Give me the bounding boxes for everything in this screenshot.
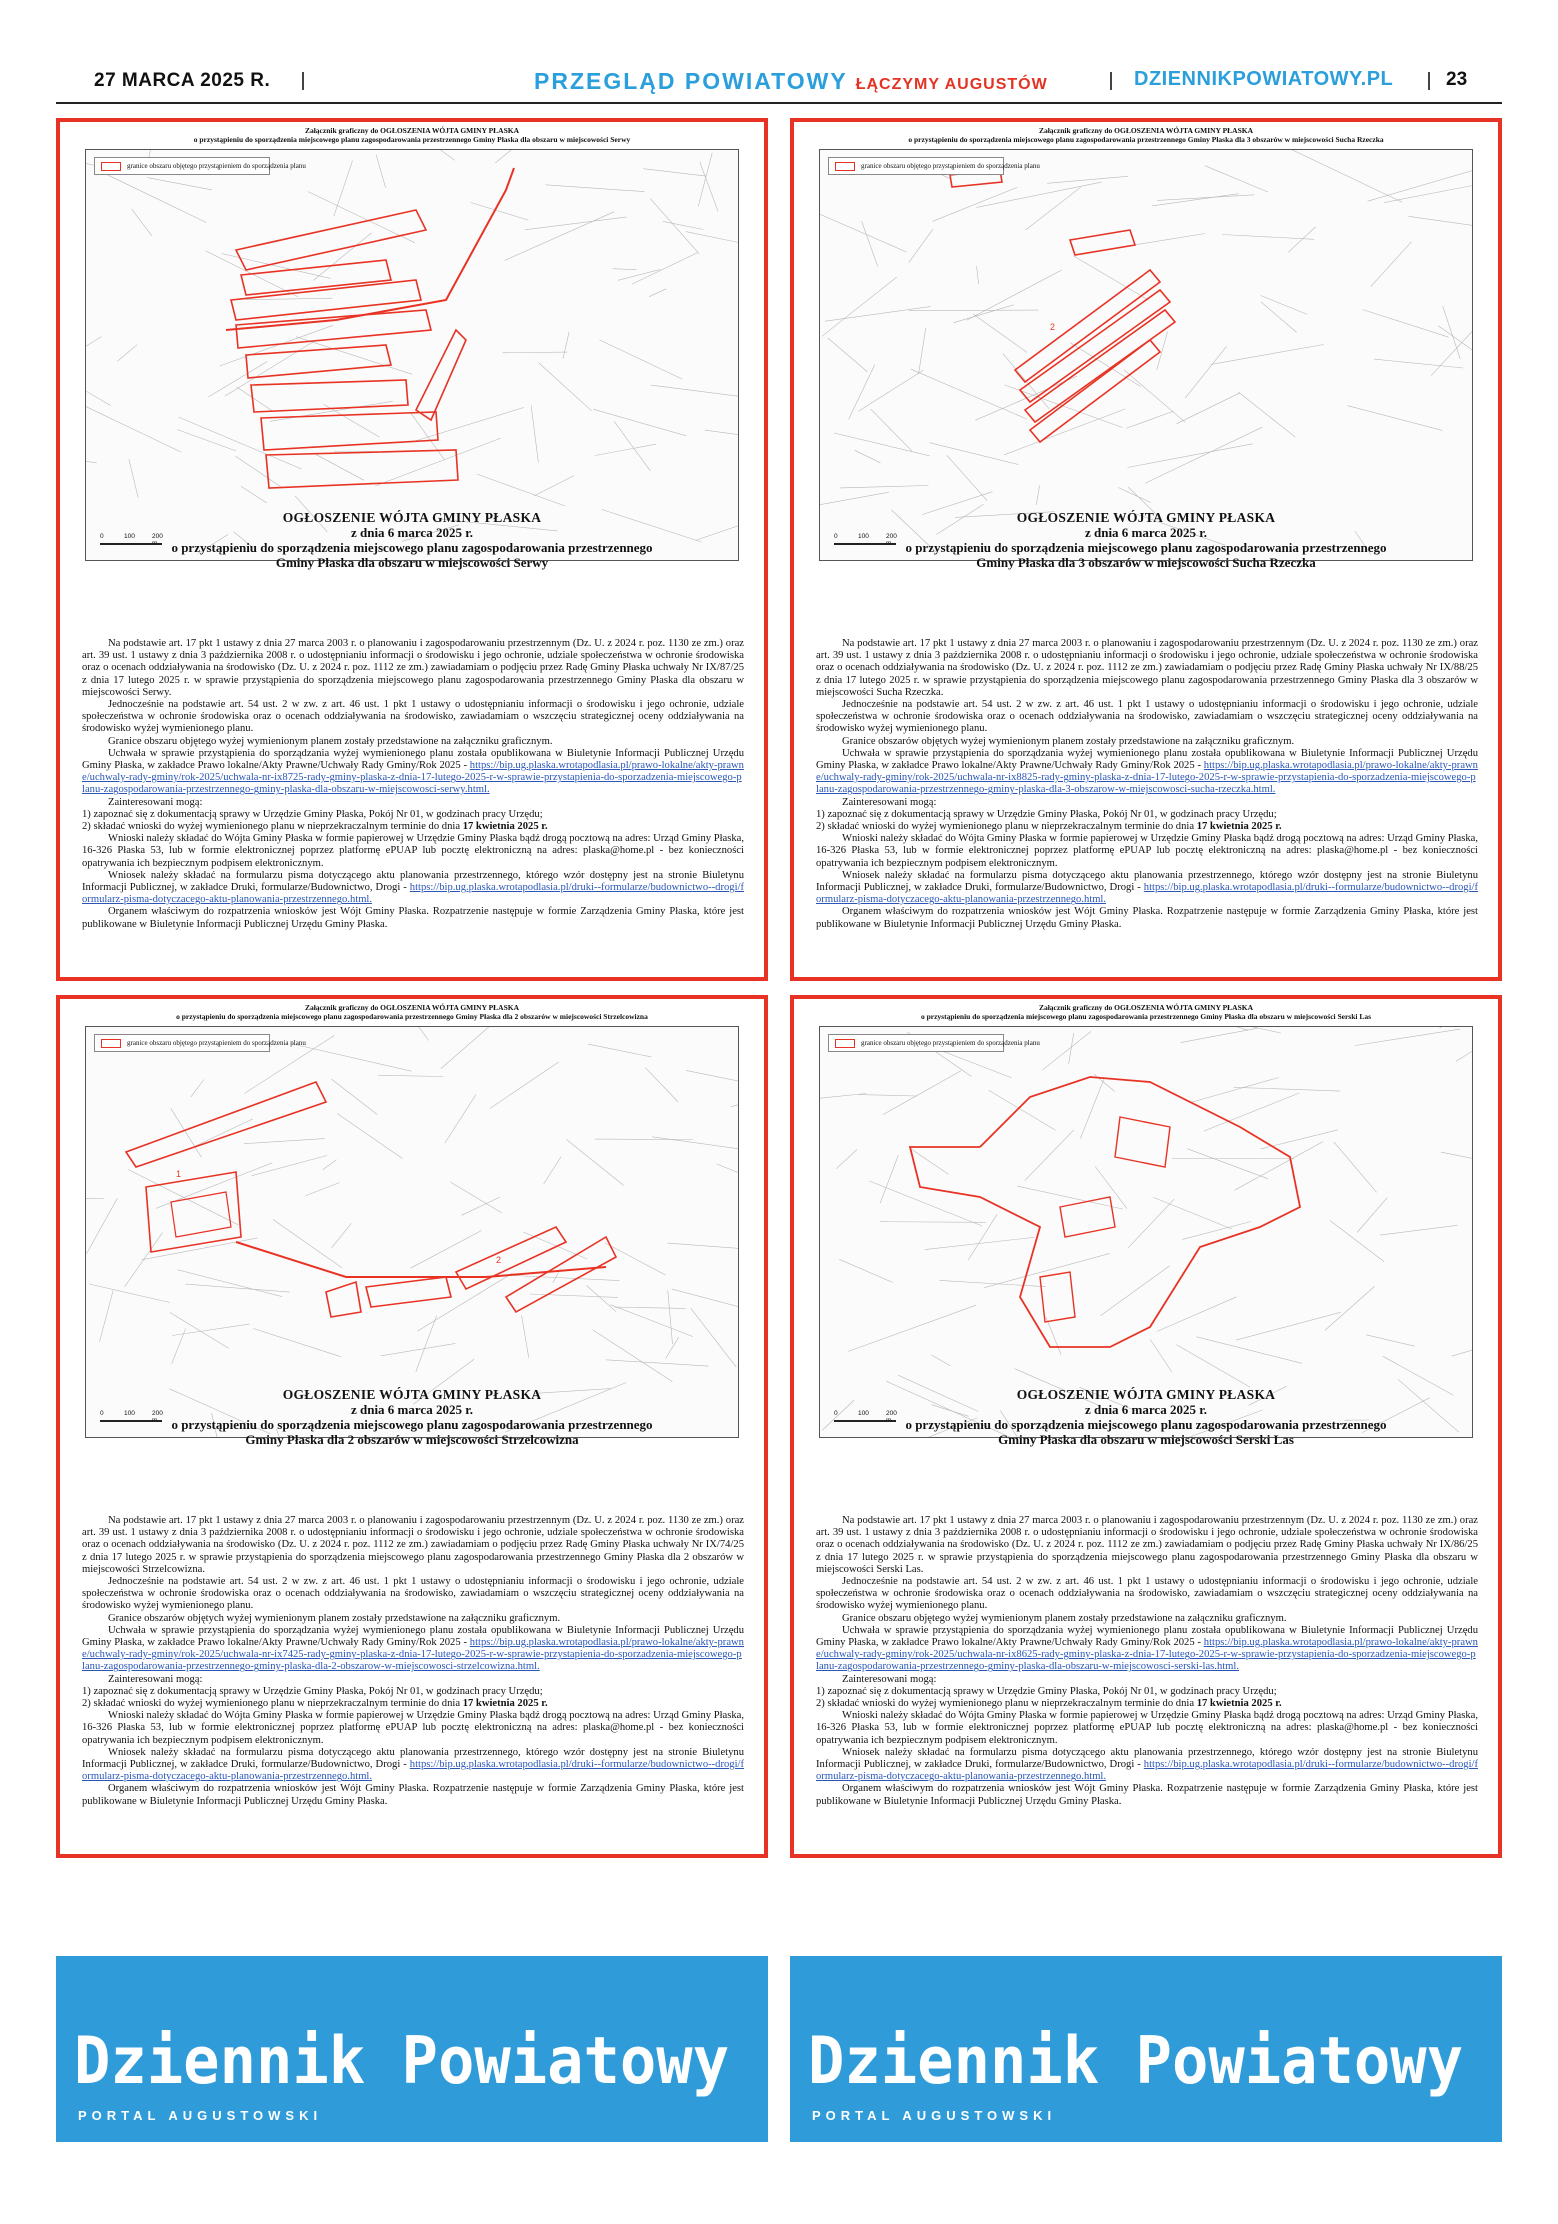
issue-date: 27 MARCA 2025 R. xyxy=(94,70,271,91)
notice-list-item: 1) zapoznać się z dokumentacją sprawy w Urzędzie Gminy Płaska, Pokój Nr 01, w godzinach pracy Urzędu; xyxy=(82,1685,543,1697)
map-caption-line: o przystąpieniu do sporządzenia miejscowego planu zagospodarowania przestrzennego Gminy Płaska dla obszaru w miejscowości Serski Las xyxy=(920,1012,1372,1021)
notice-text: Wniosek należy składać na formularzu pisma dotyczącego aktu planowania przestrzennego, którego wzór dostępny jest na stronie Biuletynu Informacji Publicznej, w zakładce Druki, formularze/Budownictwo, Drogi - xyxy=(82,1746,744,1771)
map-caption-line: Załącznik graficzny do OGŁOSZENIA WÓJTA GMINY PŁASKA xyxy=(1038,126,1254,135)
notice-title xyxy=(794,510,1498,570)
scale-label: 200 xyxy=(152,533,163,540)
notice-paragraph xyxy=(816,1625,1478,1674)
bip-resolution-link[interactable]: https://bip.ug.plaska.wrotapodlasia.pl/prawo-lokalne/akty-prawne/uchwaly-rady-gminy/rok-2025/uchwala-nr-ix8625-rady-gminy-plaska-z-dnia-17-lutego-2025-r-w-sprawie-przystapienia-do-sporzadzenia-miejscowego-planu-zagospodarowania-przestrzennego-gminy-plaska-dla-obszaru-w-miejscowosci-serski-las.html. xyxy=(816,1637,1478,1673)
bip-form-link[interactable]: https://bip.ug.plaska.wrotapodlasia.pl/druki--formularze/budownictwo--drogi/formularz-pisma-dotyczacego-aktu-planowania-przestrzennego.html. xyxy=(816,1759,1479,1783)
notice-paragraph: Na podstawie art. 17 pkt 1 ustawy z dnia 27 marca 2003 r. o planowaniu i zagospodarowaniu przestrzennym (Dz. U. z 2024 r. poz. 1130 ze zm.) oraz art. 39 ust. 1 ustawy z dnia 3 października 2008 r. o udostępnianiu informacji o środowisku i jego ochronie, udziale społeczeństwa w ochronie środowiska oraz o ocenach oddziaływania na środowisko (Dz. U. z 2024 r. poz. 1112 ze zm.) zawiadamiam o podjęciu przez Radę Gminy Płaska uchwały Nr IX/87/25 z dnia 17 lutego 2025 r. w sprawie przystąpienia do sporządzenia miejscowego planu zagospodarowania przestrzennego Gminy Płaska dla obszaru w miejscowości Serwy. xyxy=(82,638,744,698)
notice-list-item: 1) zapoznać się z dokumentacją sprawy w Urzędzie Gminy Płaska, Pokój Nr 01, w godzinach pracy Urzędu; xyxy=(816,808,1277,820)
map-area-label: 2 xyxy=(496,1255,502,1265)
ad-banner-left[interactable] xyxy=(56,1956,768,2142)
map-caption xyxy=(819,1003,1473,1021)
notice-title xyxy=(60,1387,764,1447)
legend-text: granice obszaru objętego przystąpieniem do sporządzenia planu xyxy=(861,162,1040,170)
map-area-label: 1 xyxy=(176,1169,182,1179)
scale-label: 100 xyxy=(858,1410,869,1417)
notice-paragraph: Wnioski należy składać do Wójta Gminy Płaska w formie papierowej w Urzędzie Gminy Płaska bądź drogą pocztową na adres: Urząd Gminy Płaska, 16-326 Płaska 53, lub w formie elektronicznej poprzez platformę ePUAP lub pocztę elektroniczną na adres: plaska@home.pl - bez konieczności opatrywania ich bezpiecznym podpisem elektronicznym. xyxy=(816,833,1478,869)
notice-body xyxy=(816,1515,1478,1808)
notice-panel xyxy=(56,995,768,1858)
header-divider xyxy=(1110,72,1112,90)
map-drawing xyxy=(820,150,1473,561)
notice-paragraph: Zainteresowani mogą: xyxy=(108,796,203,808)
notice-paragraph: Zainteresowani mogą: xyxy=(842,1673,937,1685)
notice-text: Wniosek należy składać na formularzu pisma dotyczącego aktu planowania przestrzennego, którego wzór dostępny jest na stronie Biuletynu Informacji Publicznej, w zakładce Druki, formularze/Budownictwo, Drogi - xyxy=(82,869,744,894)
notice-paragraph: Organem właściwym do rozpatrzenia wniosków jest Wójt Gminy Płaska. Rozpatrzenie następuje w formie Zarządzenia Gminy Płaska, które jest publikowane w Biuletynie Informacji Publicznej Urzędu Gminy Płaska. xyxy=(816,906,1478,930)
scale-label: 100 xyxy=(124,1410,135,1417)
notice-subject: o przystąpieniu do sporządzenia miejscowego planu zagospodarowania przestrzennego xyxy=(905,540,1387,555)
header-divider xyxy=(302,72,304,90)
site-link[interactable]: DZIENNIKPOWIATOWY.PL xyxy=(1134,68,1394,90)
notice-paragraph: Jednocześnie na podstawie art. 54 ust. 2 w zw. z art. 46 ust. 1 pkt 1 ustawy o udostępnianiu informacji o środowisku i jego ochronie, udziale społeczeństwa w ochronie środowiska oraz o ocenach oddziaływania na środowisko, zawiadamiam o wszczęciu strategicznej oceny oddziaływania na środowisko wyżej wymienionego planu. xyxy=(82,699,744,735)
scale-label: 0 xyxy=(100,1410,104,1417)
notice-heading: OGŁOSZENIE WÓJTA GMINY PŁASKA xyxy=(282,510,542,525)
notice-text: 2) składać wnioski do wyżej wymienionego planu w nieprzekraczalnym terminie do dnia xyxy=(82,1698,461,1710)
notice-subject: Gminy Płaska dla 3 obszarów w miejscowości Sucha Rzeczka xyxy=(976,555,1316,570)
notice-panel xyxy=(790,995,1502,1858)
map-legend xyxy=(828,157,1040,175)
notice-paragraph: Wnioski należy składać do Wójta Gminy Płaska w formie papierowej w Urzędzie Gminy Płaska bądź drogą pocztową na adres: Urząd Gminy Płaska, 16-326 Płaska 53, lub w formie elektronicznej poprzez platformę ePUAP lub pocztę elektroniczną na adres: plaska@home.pl - bez konieczności opatrywania ich bezpiecznym podpisem elektronicznym. xyxy=(82,1710,744,1746)
ad-banner-right[interactable] xyxy=(790,1956,1502,2142)
legend-swatch xyxy=(835,1039,855,1048)
map-attachment xyxy=(819,126,1473,562)
notice-paragraph: Granice obszarów objętych wyżej wymienionym planem zostały przedstawione na załączniku graficznym. xyxy=(842,735,1295,747)
notice-subject: o przystąpieniu do sporządzenia miejscowego planu zagospodarowania przestrzennego xyxy=(905,1417,1387,1432)
notice-date: z dnia 6 marca 2025 r. xyxy=(1084,525,1208,540)
masthead-tagline: ŁĄCZYMY AUGUSTÓW xyxy=(855,76,1048,93)
notice-paragraph: Na podstawie art. 17 pkt 1 ustawy z dnia 27 marca 2003 r. o planowaniu i zagospodarowaniu przestrzennym (Dz. U. z 2024 r. poz. 1130 ze zm.) oraz art. 39 ust. 1 ustawy z dnia 3 października 2008 r. o udostępnianiu informacji o środowisku i jego ochronie, udziale społeczeństwa w ochronie środowiska oraz o ocenach oddziaływania na środowisko (Dz. U. z 2024 r. poz. 1112 ze zm.) zawiadamiam o podjęciu przez Radę Gminy Płaska uchwały Nr IX/88/25 z dnia 17 lutego 2025 r. w sprawie przystąpienia do sporządzenia miejscowego planu zagospodarowania przestrzennego Gminy Płaska dla 3 obszarów w miejscowości Sucha Rzeczka. xyxy=(816,638,1478,698)
notice-heading: OGŁOSZENIE WÓJTA GMINY PŁASKA xyxy=(282,1387,542,1402)
page-number: 23 xyxy=(1446,69,1468,90)
deadline-date: 17 kwietnia 2025 r. xyxy=(462,821,548,833)
ad-title: Dziennik Powiatowy xyxy=(74,2024,730,2099)
notice-text: Uchwała w sprawie przystąpienia do sporządzania wyżej wymienionego planu została opublikowana w Biuletynie Informacji Publicznej Urzędu Gminy Płaska, w zakładce Prawo lokalne/Akty Prawne/Uchwały Rady Gminy/Rok 2025 - xyxy=(816,747,1478,772)
map-caption-line: Załącznik graficzny do OGŁOSZENIA WÓJTA GMINY PŁASKA xyxy=(1038,1003,1254,1012)
notice-paragraph xyxy=(816,870,1478,907)
bip-resolution-link[interactable]: https://bip.ug.plaska.wrotapodlasia.pl/prawo-lokalne/akty-prawne/uchwaly-rady-gminy/rok-2025/uchwala-nr-ix8725-rady-gminy-plaska-z-dnia-17-lutego-2025-r-w-sprawie-przystapienia-do-sporzadzenia-miejscowego-planu-zagospodarowania-przestrzennego-gminy-plaska-dla-obszaru-w-miejscowosci-serwy.html. xyxy=(82,760,744,796)
notice-paragraph xyxy=(82,1625,744,1674)
notice-title xyxy=(794,1387,1498,1447)
map-legend xyxy=(828,1034,1040,1052)
map-attachment xyxy=(85,126,739,562)
scale-label: 0 xyxy=(834,1410,838,1417)
scale-label: 200 xyxy=(886,533,897,540)
map-attachment xyxy=(819,1003,1473,1439)
notice-list-item xyxy=(816,1698,1478,1710)
notice-heading: OGŁOSZENIE WÓJTA GMINY PŁASKA xyxy=(1016,1387,1276,1402)
notice-date: z dnia 6 marca 2025 r. xyxy=(350,525,474,540)
map-attachment xyxy=(85,1003,739,1439)
notice-subject: Gminy Płaska dla obszaru w miejscowości Serski Las xyxy=(998,1432,1294,1447)
notice-paragraph: Wnioski należy składać do Wójta Gminy Płaska w formie papierowej w Urzędzie Gminy Płaska bądź drogą pocztową na adres: Urząd Gminy Płaska, 16-326 Płaska 53, lub w formie elektronicznej poprzez platformę ePUAP lub pocztę elektroniczną na adres: plaska@home.pl - bez konieczności opatrywania ich bezpiecznym podpisem elektronicznym. xyxy=(82,833,744,869)
notice-text: Wniosek należy składać na formularzu pisma dotyczącego aktu planowania przestrzennego, którego wzór dostępny jest na stronie Biuletynu Informacji Publicznej, w zakładce Druki, formularze/Budownictwo, Drogi - xyxy=(816,869,1478,894)
notice-paragraph xyxy=(82,870,744,907)
map-caption-line: o przystąpieniu do sporządzenia miejscowego planu zagospodarowania przestrzennego Gminy Płaska dla 2 obszarów w miejscowości Strzelcowizna xyxy=(176,1012,648,1021)
ad-title: Dziennik Powiatowy xyxy=(808,2024,1464,2099)
bip-resolution-link[interactable]: https://bip.ug.plaska.wrotapodlasia.pl/prawo-lokalne/akty-prawne/uchwaly-rady-gminy/rok-2025/uchwala-nr-ix7425-rady-gminy-plaska-z-dnia-17-lutego-2025-r-w-sprawie-przystapienia-do-sporzadzenia-miejscowego-planu-zagospodarowania-przestrzennego-gminy-plaska-dla-2-obszarow-w-miejscowosci-strzelcowizna.html. xyxy=(82,1637,744,1673)
map-frame xyxy=(85,149,739,561)
bip-resolution-link[interactable]: https://bip.ug.plaska.wrotapodlasia.pl/prawo-lokalne/akty-prawne/uchwaly-rady-gminy/rok-2025/uchwala-nr-ix8825-rady-gminy-plaska-z-dnia-17-lutego-2025-r-w-sprawie-przystapienia-do-sporzadzenia-miejscowego-planu-zagospodarowania-przestrzennego-gminy-plaska-dla-3-obszarow-w-miejscowosci-sucha-rzeczka.html. xyxy=(816,760,1478,796)
notice-text: Uchwała w sprawie przystąpienia do sporządzania wyżej wymienionego planu została opublikowana w Biuletynie Informacji Publicznej Urzędu Gminy Płaska, w zakładce Prawo lokalne/Akty Prawne/Uchwały Rady Gminy/Rok 2025 - xyxy=(82,747,744,772)
notice-text: Uchwała w sprawie przystąpienia do sporządzania wyżej wymienionego planu została opublikowana w Biuletynie Informacji Publicznej Urzędu Gminy Płaska, w zakładce Prawo lokalne/Akty Prawne/Uchwały Rady Gminy/Rok 2025 - xyxy=(816,1624,1478,1649)
scale-label: 0 xyxy=(100,533,104,540)
notice-text: 2) składać wnioski do wyżej wymienionego planu w nieprzekraczalnym terminie do dnia xyxy=(816,821,1195,833)
notice-paragraph: Granice obszarów objętych wyżej wymienionym planem zostały przedstawione na załączniku graficznym. xyxy=(108,1612,561,1624)
notice-list-item: 1) zapoznać się z dokumentacją sprawy w Urzędzie Gminy Płaska, Pokój Nr 01, w godzinach pracy Urzędu; xyxy=(82,808,543,820)
notice-body xyxy=(82,638,744,931)
header-rule xyxy=(56,102,1502,104)
notice-paragraph: Granice obszaru objętego wyżej wymienionym planem zostały przedstawione na załączniku graficznym. xyxy=(108,735,553,747)
legend-text: granice obszaru objętego przystąpieniem do sporządzenia planu xyxy=(127,162,306,170)
notice-paragraph: Granice obszaru objętego wyżej wymienionym planem zostały przedstawione na załączniku graficznym. xyxy=(842,1612,1287,1624)
notice-paragraph: Na podstawie art. 17 pkt 1 ustawy z dnia 27 marca 2003 r. o planowaniu i zagospodarowaniu przestrzennym (Dz. U. z 2024 r. poz. 1130 ze zm.) oraz art. 39 ust. 1 ustawy z dnia 3 października 2008 r. o udostępnianiu informacji o środowisku i jego ochronie, udziale społeczeństwa w ochronie środowiska oraz o ocenach oddziaływania na środowisko (Dz. U. z 2024 r. poz. 1112 ze zm.) zawiadamiam o podjęciu przez Radę Gminy Płaska uchwały Nr IX/86/25 z dnia 17 lutego 2025 r. w sprawie przystąpienia do sporządzenia miejscowego planu zagospodarowania przestrzennego Gminy Płaska dla obszaru w miejscowości Serski Las. xyxy=(816,1515,1478,1575)
notice-subject: Gminy Płaska dla 2 obszarów w miejscowości Strzelcowizna xyxy=(245,1432,579,1447)
notice-body xyxy=(816,638,1478,931)
bip-form-link[interactable]: https://bip.ug.plaska.wrotapodlasia.pl/druki--formularze/budownictwo--drogi/formularz-pisma-dotyczacego-aktu-planowania-przestrzennego.html. xyxy=(82,1759,745,1783)
legend-swatch xyxy=(835,162,855,171)
ad-subtitle: PORTAL AUGUSTOWSKI xyxy=(78,2108,323,2123)
map-drawing xyxy=(820,1027,1473,1438)
map-frame xyxy=(819,149,1473,561)
notice-subject: o przystąpieniu do sporządzenia miejscowego planu zagospodarowania przestrzennego xyxy=(171,1417,653,1432)
map-caption xyxy=(85,1003,739,1021)
notice-date: z dnia 6 marca 2025 r. xyxy=(1084,1402,1208,1417)
notice-body xyxy=(82,1515,744,1808)
notice-subject: Gminy Płaska dla obszaru w miejscowości Serwy xyxy=(275,555,549,570)
map-caption-line: Załącznik graficzny do OGŁOSZENIA WÓJTA GMINY PŁASKA xyxy=(304,1003,520,1012)
map-caption xyxy=(85,126,739,144)
header-divider xyxy=(1428,72,1430,90)
notice-panel xyxy=(790,118,1502,981)
page-header xyxy=(56,62,1502,102)
deadline-date: 17 kwietnia 2025 r. xyxy=(1196,1698,1282,1710)
notice-list-item xyxy=(82,821,744,833)
legend-text: granice obszaru objętego przystąpieniem do sporządzenia planu xyxy=(861,1039,1040,1047)
notice-paragraph: Organem właściwym do rozpatrzenia wniosków jest Wójt Gminy Płaska. Rozpatrzenie następuje w formie Zarządzenia Gminy Płaska, które jest publikowane w Biuletynie Informacji Publicznej Urzędu Gminy Płaska. xyxy=(82,906,744,930)
notice-paragraph: Jednocześnie na podstawie art. 54 ust. 2 w zw. z art. 46 ust. 1 pkt 1 ustawy o udostępnianiu informacji o środowisku i jego ochronie, udziale społeczeństwa w ochronie środowiska oraz o ocenach oddziaływania na środowisko, zawiadamiam o wszczęciu strategicznej oceny oddziaływania na środowisko wyżej wymienionego planu. xyxy=(82,1576,744,1612)
notice-paragraph xyxy=(816,1747,1478,1784)
map-caption xyxy=(819,126,1473,144)
notice-paragraph xyxy=(82,1747,744,1784)
notice-paragraph: Na podstawie art. 17 pkt 1 ustawy z dnia 27 marca 2003 r. o planowaniu i zagospodarowaniu przestrzennym (Dz. U. z 2024 r. poz. 1130 ze zm.) oraz art. 39 ust. 1 ustawy z dnia 3 października 2008 r. o udostępnianiu informacji o środowisku i jego ochronie, udziale społeczeństwa w ochronie środowiska oraz o ocenach oddziaływania na środowisko (Dz. U. z 2024 r. poz. 1112 ze zm.) zawiadamiam o podjęciu przez Radę Gminy Płaska uchwały Nr IX/74/25 z dnia 17 lutego 2025 r. w sprawie przystąpienia do sporządzenia miejscowego planu zagospodarowania przestrzennego Gminy Płaska dla 2 obszarów w miejscowości Strzelcowizna. xyxy=(82,1515,744,1575)
notice-paragraph: Jednocześnie na podstawie art. 54 ust. 2 w zw. z art. 46 ust. 1 pkt 1 ustawy o udostępnianiu informacji o środowisku i jego ochronie, udziale społeczeństwa w ochronie środowiska oraz o ocenach oddziaływania na środowisko, zawiadamiam o wszczęciu strategicznej oceny oddziaływania na środowisko wyżej wymienionego planu. xyxy=(816,699,1478,735)
notice-list-item xyxy=(82,1698,744,1710)
scale-label: 0 xyxy=(834,533,838,540)
map-caption-line: o przystąpieniu do sporządzenia miejscowego planu zagospodarowania przestrzennego Gminy Płaska dla obszaru w miejscowości Serwy xyxy=(193,135,631,144)
notice-paragraph: Zainteresowani mogą: xyxy=(108,1673,203,1685)
notice-subject: o przystąpieniu do sporządzenia miejscowego planu zagospodarowania przestrzennego xyxy=(171,540,653,555)
notice-text: Wniosek należy składać na formularzu pisma dotyczącego aktu planowania przestrzennego, którego wzór dostępny jest na stronie Biuletynu Informacji Publicznej, w zakładce Druki, formularze/Budownictwo, Drogi - xyxy=(816,1746,1478,1771)
notice-panel xyxy=(56,118,768,981)
map-frame xyxy=(819,1026,1473,1438)
scale-label: 100 xyxy=(858,533,869,540)
bip-form-link[interactable]: https://bip.ug.plaska.wrotapodlasia.pl/druki--formularze/budownictwo--drogi/formularz-pisma-dotyczacego-aktu-planowania-przestrzennego.html. xyxy=(816,882,1479,906)
notice-paragraph xyxy=(816,748,1478,797)
notice-paragraph: Zainteresowani mogą: xyxy=(842,796,937,808)
map-caption-line: o przystąpieniu do sporządzenia miejscowego planu zagospodarowania przestrzennego Gminy Płaska dla 3 obszarów w miejscowości Sucha Rzeczka xyxy=(908,135,1384,144)
map-area-label: 2 xyxy=(1050,322,1056,332)
notice-list-item xyxy=(816,821,1478,833)
legend-text: granice obszaru objętego przystąpieniem do sporządzenia planu xyxy=(127,1039,306,1047)
scale-label: 200 xyxy=(152,1410,163,1417)
notice-paragraph xyxy=(82,748,744,797)
notice-text: 2) składać wnioski do wyżej wymienionego planu w nieprzekraczalnym terminie do dnia xyxy=(82,821,461,833)
masthead xyxy=(534,68,1048,95)
notice-text: Uchwała w sprawie przystąpienia do sporządzania wyżej wymienionego planu została opublikowana w Biuletynie Informacji Publicznej Urzędu Gminy Płaska, w zakładce Prawo lokalne/Akty Prawne/Uchwały Rady Gminy/Rok 2025 - xyxy=(82,1624,744,1649)
map-frame xyxy=(85,1026,739,1438)
notice-title xyxy=(60,510,764,570)
deadline-date: 17 kwietnia 2025 r. xyxy=(1196,821,1282,833)
legend-swatch xyxy=(101,162,121,171)
masthead-brand: PRZEGLĄD POWIATOWY xyxy=(534,68,848,94)
deadline-date: 17 kwietnia 2025 r. xyxy=(462,1698,548,1710)
map-drawing xyxy=(86,1027,739,1438)
scale-label: 200 xyxy=(886,1410,897,1417)
notice-text: 2) składać wnioski do wyżej wymienionego planu w nieprzekraczalnym terminie do dnia xyxy=(816,1698,1195,1710)
notice-paragraph: Jednocześnie na podstawie art. 54 ust. 2 w zw. z art. 46 ust. 1 pkt 1 ustawy o udostępnianiu informacji o środowisku i jego ochronie, udziale społeczeństwa w ochronie środowiska oraz o ocenach oddziaływania na środowisko, zawiadamiam o wszczęciu strategicznej oceny oddziaływania na środowisko wyżej wymienionego planu. xyxy=(816,1576,1478,1612)
notice-paragraph: Wnioski należy składać do Wójta Gminy Płaska w formie papierowej w Urzędzie Gminy Płaska bądź drogą pocztową na adres: Urząd Gminy Płaska, 16-326 Płaska 53, lub w formie elektronicznej poprzez platformę ePUAP lub pocztę elektroniczną na adres: plaska@home.pl - bez konieczności opatrywania ich bezpiecznym podpisem elektronicznym. xyxy=(816,1710,1478,1746)
ad-subtitle: PORTAL AUGUSTOWSKI xyxy=(812,2108,1057,2123)
legend-swatch xyxy=(101,1039,121,1048)
notice-list-item: 1) zapoznać się z dokumentacją sprawy w Urzędzie Gminy Płaska, Pokój Nr 01, w godzinach pracy Urzędu; xyxy=(816,1685,1277,1697)
notice-date: z dnia 6 marca 2025 r. xyxy=(350,1402,474,1417)
map-legend xyxy=(94,157,306,175)
scale-label: 100 xyxy=(124,533,135,540)
notice-paragraph: Organem właściwym do rozpatrzenia wniosków jest Wójt Gminy Płaska. Rozpatrzenie następuje w formie Zarządzenia Gminy Płaska, które jest publikowane w Biuletynie Informacji Publicznej Urzędu Gminy Płaska. xyxy=(82,1783,744,1807)
notice-heading: OGŁOSZENIE WÓJTA GMINY PŁASKA xyxy=(1016,510,1276,525)
map-caption-line: Załącznik graficzny do OGŁOSZENIA WÓJTA GMINY PŁASKA xyxy=(304,126,520,135)
map-drawing xyxy=(86,150,739,561)
map-legend xyxy=(94,1034,306,1052)
notice-paragraph: Organem właściwym do rozpatrzenia wniosków jest Wójt Gminy Płaska. Rozpatrzenie następuje w formie Zarządzenia Gminy Płaska, które jest publikowane w Biuletynie Informacji Publicznej Urzędu Gminy Płaska. xyxy=(816,1783,1478,1807)
bip-form-link[interactable]: https://bip.ug.plaska.wrotapodlasia.pl/druki--formularze/budownictwo--drogi/formularz-pisma-dotyczacego-aktu-planowania-przestrzennego.html. xyxy=(82,882,745,906)
